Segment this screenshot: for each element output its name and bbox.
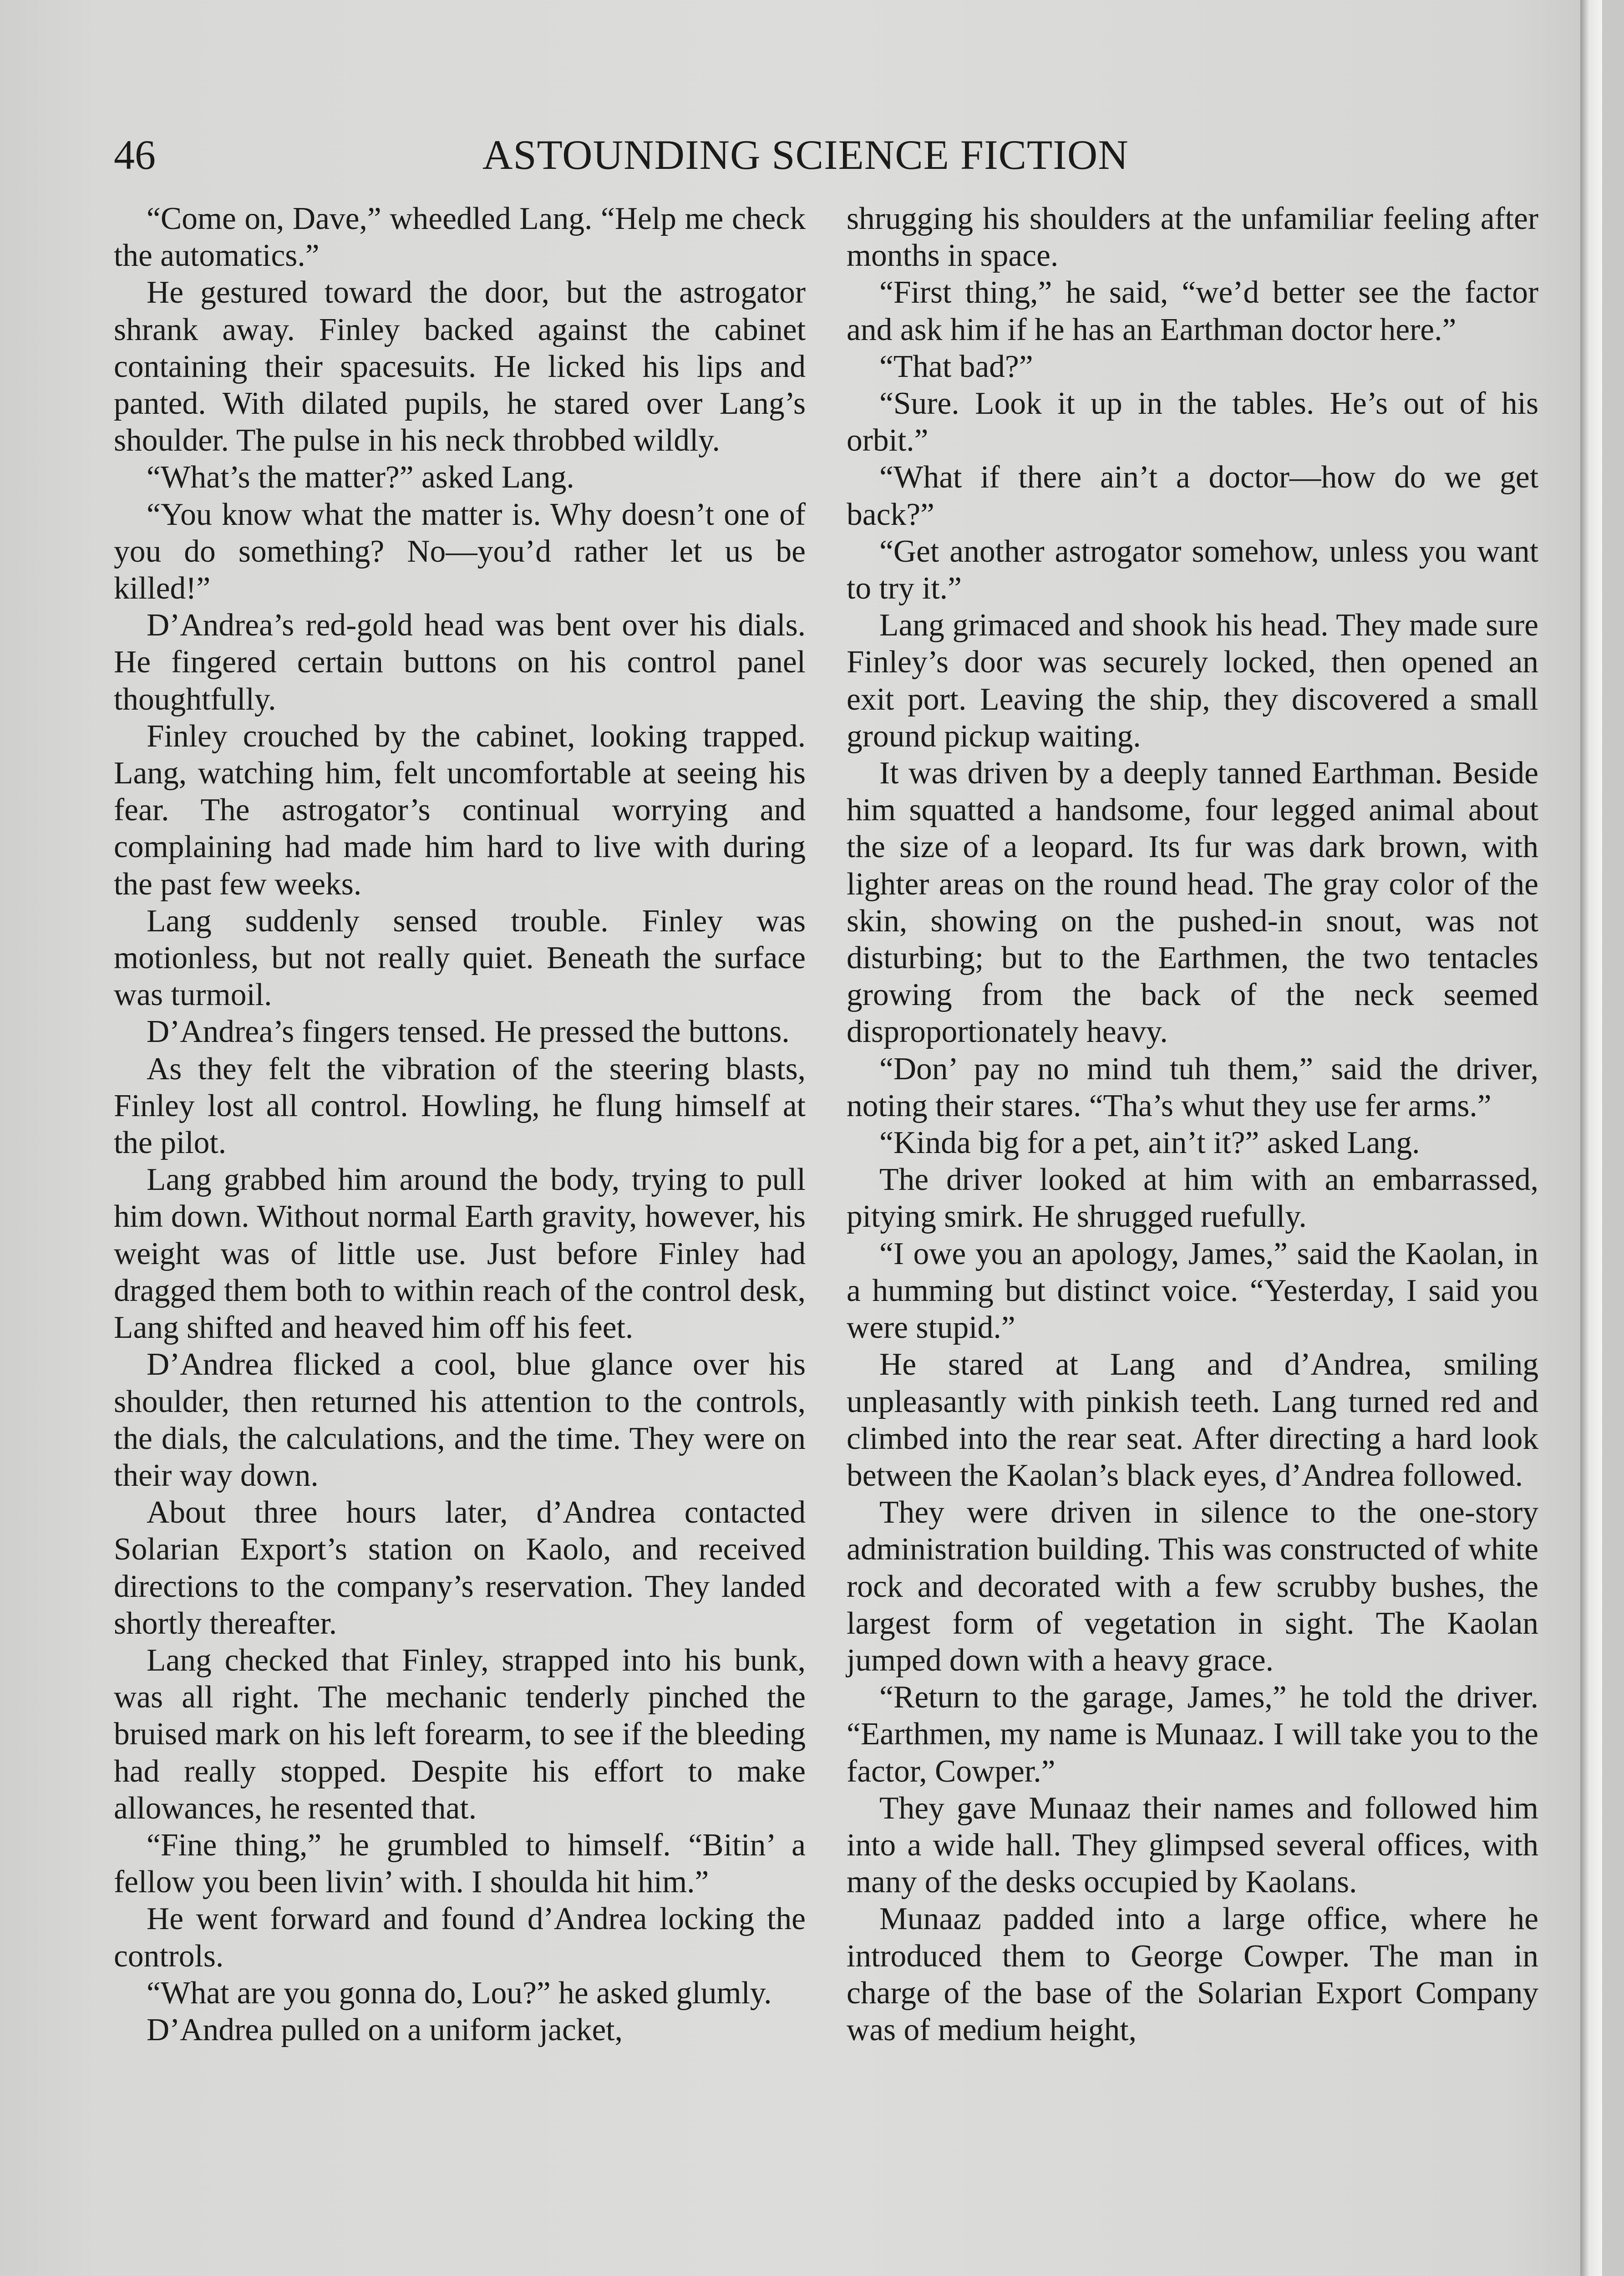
paragraph: D’Andrea flicked a cool, blue glance over his shoulder, then returned his attention to the controls, the dials, the calculations, and the time. They were on their way down.: [114, 1347, 806, 1493]
paragraph: “What if there ain’t a doctor—how do we get back?”: [847, 460, 1538, 532]
paragraph: They gave Munaaz their names and followed him into a wide hall. They glimpsed several offices, with many of the desks occupied by Kaolans.: [847, 1790, 1538, 1900]
page-number: 46: [114, 132, 156, 178]
paragraph: Lang grimaced and shook his head. They made sure Finley’s door was securely locked, then opened an exit port. Leaving the ship, they discovered a small ground pickup waiting.: [847, 608, 1538, 754]
paragraph: The driver looked at him with an embarrassed, pitying smirk. He shrugged ruefully.: [847, 1162, 1538, 1235]
paragraph: “Fine thing,” he grumbled to himself. “Bitin’ a fellow you been livin’ with. I shoulda hit him.”: [114, 1827, 806, 1900]
paragraph: He stared at Lang and d’Andrea, smiling unpleasantly with pinkish teeth. Lang turned red and climbed into the rear seat. After directing a hard look between the Kaolan’s black eyes, d’Andrea followed.: [847, 1347, 1538, 1493]
paragraph: About three hours later, d’Andrea contacted Solarian Export’s station on Kaolo, and received directions to the company’s reservation. They landed shortly thereafter.: [114, 1495, 806, 1641]
paragraph: D’Andrea’s red-gold head was bent over his dials. He fingered certain buttons on his control panel thoughtfully.: [114, 608, 806, 717]
paragraph: He went forward and found d’Andrea locking the controls.: [114, 1901, 806, 1974]
paragraph: D’Andrea’s fingers tensed. He pressed the buttons.: [147, 1014, 790, 1050]
right-column: [847, 200, 1538, 2048]
left-column: [114, 200, 806, 2048]
paragraph: “First thing,” he said, “we’d better see the factor and ask him if he has an Earthman doctor here.”: [847, 275, 1538, 347]
paragraph: “Return to the garage, James,” he told the driver. “Earthmen, my name is Munaaz. I will take you to the factor, Cowper.”: [847, 1680, 1538, 1789]
paragraph: “Don’ pay no mind tuh them,” said the driver, noting their stares. “Tha’s whut they use fer arms.”: [847, 1051, 1538, 1123]
magazine-title: ASTOUNDING SCIENCE FICTION: [482, 132, 1129, 178]
page-edge: [1580, 0, 1602, 2276]
paragraph: Lang checked that Finley, strapped into his bunk, was all right. The mechanic tenderly pinched the bruised mark on his left forearm, to see if the bleeding had really stopped. Despite his effort to make allowances, he resented that.: [114, 1642, 806, 1826]
paragraph: “Get another astrogator somehow, unless you want to try it.”: [847, 533, 1538, 606]
paragraph: “What are you gonna do, Lou?” he asked glumly.: [147, 1975, 772, 2011]
paragraph: D’Andrea pulled on a uniform jacket,: [147, 2012, 623, 2047]
paragraph: Lang suddenly sensed trouble. Finley was motionless, but not really quiet. Beneath the surface was turmoil.: [114, 903, 806, 1013]
paragraph: As they felt the vibration of the steering blasts, Finley lost all control. Howling, he flung himself at the pilot.: [114, 1051, 806, 1161]
paragraph: It was driven by a deeply tanned Earthman. Beside him squatted a handsome, four legged animal about the size of a leopard. Its fur was dark brown, with lighter areas on the round head. The gray color of the skin, showing on the pushed-in snout, was not disturbing; but to the Earthmen, the two tentacles growing from the back of the neck seemed disproportionately heavy.: [847, 756, 1538, 1050]
paragraph: “Sure. Look it up in the tables. He’s out of his orbit.”: [847, 386, 1538, 458]
paragraph: He gestured toward the door, but the astrogator shrank away. Finley backed against the cabinet containing their spacesuits. He licked his lips and panted. With dilated pupils, he stared over Lang’s shoulder. The pulse in his neck throbbed wildly.: [114, 275, 806, 458]
paragraph: “Kinda big for a pet, ain’t it?” asked Lang.: [879, 1125, 1420, 1161]
paragraph: “That bad?”: [879, 349, 1033, 384]
paragraph: They were driven in silence to the one-story administration building. This was constructed of white rock and decorated with a few scrubby bushes, the largest form of vegetation in sight. The Kaolan jumped down with a heavy grace.: [847, 1495, 1538, 1678]
paragraph: Munaaz padded into a large office, where he introduced them to George Cowper. The man in charge of the base of the Solarian Export Company was of medium height,: [847, 1901, 1538, 2047]
paragraph: “You know what the matter is. Why doesn’t one of you do something? No—you’d rather let us be killed!”: [114, 497, 806, 606]
paragraph: Finley crouched by the cabinet, looking trapped. Lang, watching him, felt uncomfortable at seeing his fear. The astrogator’s continual worrying and complaining had made him hard to live with during the past few weeks.: [114, 718, 806, 902]
paragraph: “What’s the matter?” asked Lang.: [147, 460, 574, 495]
paragraph: “I owe you an apology, James,” said the Kaolan, in a humming but distinct voice. “Yesterday, I said you were stupid.”: [847, 1236, 1538, 1346]
paragraph-continued: shrugging his shoulders at the unfamiliar feeling after months in space.: [847, 201, 1538, 274]
paragraph: “Come on, Dave,” wheedled Lang. “Help me check the automatics.”: [114, 201, 806, 274]
paragraph: Lang grabbed him around the body, trying to pull him down. Without normal Earth gravity, however, his weight was of little use. Just before Finley had dragged them both to within reach of the control desk, Lang shifted and heaved him off his feet.: [114, 1162, 806, 1346]
running-header: [114, 130, 1534, 180]
